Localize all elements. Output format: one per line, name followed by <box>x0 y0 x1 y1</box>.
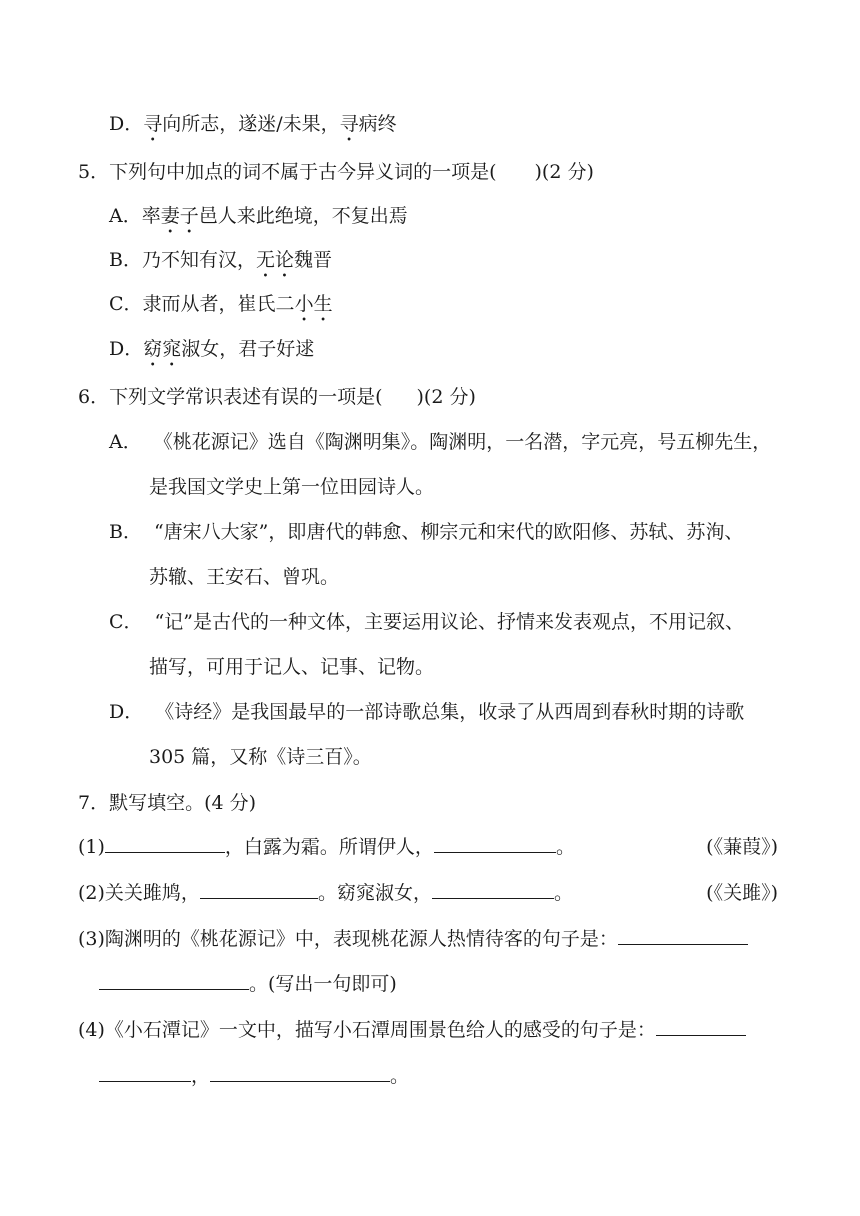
q5-option-b[interactable] <box>109 246 332 274</box>
q6-option-b[interactable] <box>109 518 743 546</box>
stem-text: 6．下列文学常识表述有误的一项是( <box>78 386 383 408</box>
q4-option-d[interactable] <box>109 110 397 138</box>
option-text: 苏辙、王安石、曾巩。 <box>149 566 340 588</box>
item-number: (4) <box>78 1019 105 1041</box>
fill-blank[interactable] <box>432 879 554 899</box>
option-text: 病终 <box>358 113 397 135</box>
fill-text: ， <box>191 1065 211 1087</box>
q7-fill-2-source: (《关雎》) <box>706 882 778 904</box>
dotted-word: 寻 <box>143 113 163 135</box>
fill-blank[interactable] <box>210 1062 390 1082</box>
q7-fill-1 <box>78 833 575 861</box>
option-text: 乃不知有汉， <box>141 249 256 271</box>
fill-blank[interactable] <box>434 833 556 853</box>
q7-fill-2 <box>78 879 573 907</box>
option-text: 305 篇，又称《诗三百》。 <box>149 746 372 768</box>
dotted-word: 无论 <box>255 249 294 271</box>
q6-option-d[interactable] <box>109 698 744 726</box>
question-6-stem <box>78 383 476 411</box>
option-text: 向所志，遂迷/未果， <box>162 113 340 135</box>
option-text: 是我国文学史上第一位田园诗人。 <box>149 476 435 498</box>
q5-option-d[interactable] <box>109 335 314 363</box>
fill-text: 《小石潭记》一文中，描写小石潭周围景色给人的感受的句子是： <box>104 1019 656 1041</box>
dotted-word: 小生 <box>294 293 333 315</box>
q6-option-d-cont <box>149 743 372 771</box>
fill-blank[interactable] <box>99 970 249 990</box>
option-text: 淑女，君子好逑 <box>181 338 315 360</box>
option-text: 《诗经》是我国最早的一部诗歌总集，收录了从西周到春秋时期的诗歌 <box>155 701 745 723</box>
question-7-stem <box>78 789 256 817</box>
q7-fill-3 <box>78 925 748 953</box>
fill-blank[interactable] <box>105 833 225 853</box>
fill-blank[interactable] <box>99 1062 191 1082</box>
stem-text: 7．默写填空。(4 分) <box>78 792 257 814</box>
option-text: 隶而从者，崔氏二 <box>142 293 295 315</box>
q6-option-a-cont <box>149 473 434 501</box>
option-label: D． <box>109 338 144 360</box>
option-label: B． <box>109 249 142 271</box>
q6-option-a[interactable] <box>109 428 771 456</box>
fill-text: 。(写出一句即可) <box>249 973 397 995</box>
q5-option-a[interactable] <box>109 202 408 230</box>
fill-blank[interactable] <box>656 1016 746 1036</box>
item-number: (3) <box>78 928 105 950</box>
stem-score: )(2 分) <box>534 161 594 183</box>
fill-text: 关关雎鸠， <box>104 882 200 904</box>
option-label: D． <box>109 701 144 723</box>
option-text: “唐宋八大家”，即唐代的韩愈、柳宗元和宋代的欧阳修、苏轼、苏洵、 <box>153 521 744 543</box>
option-label: A． <box>109 431 142 453</box>
option-label: D． <box>109 113 144 135</box>
option-text: 魏晋 <box>294 249 333 271</box>
q7-fill-1-source: (《蒹葭》) <box>706 836 778 858</box>
item-number: (1) <box>78 836 105 858</box>
q6-option-c-cont <box>149 653 434 681</box>
q7-fill-4 <box>78 1016 746 1044</box>
q6-option-b-cont <box>149 563 339 591</box>
option-label: C． <box>109 293 143 315</box>
option-text: 《桃花源记》选自《陶渊明集》。陶渊明，一名潜，字元亮，号五柳先生， <box>153 431 772 453</box>
q7-fill-3-cont <box>99 970 397 998</box>
option-label: C． <box>109 611 143 633</box>
option-text: “记”是古代的一种文体，主要运用议论、抒情来发表观点，不用记叙、 <box>154 611 744 633</box>
fill-blank[interactable] <box>200 879 318 899</box>
fill-text: 。 <box>555 836 575 858</box>
option-text: 邑人来此绝境，不复出焉 <box>198 205 408 227</box>
q7-fill-4-cont <box>99 1062 409 1090</box>
option-text: 描写，可用于记人、记事、记物。 <box>149 656 435 678</box>
fill-text: 。 <box>553 882 573 904</box>
q5-option-c[interactable] <box>109 290 333 318</box>
fill-blank[interactable] <box>618 925 748 945</box>
dotted-word: 窈窕 <box>143 338 182 360</box>
q6-option-c[interactable] <box>109 608 744 636</box>
option-text: 率 <box>141 205 161 227</box>
fill-text: ，白露为霜。所谓伊人， <box>224 836 434 858</box>
option-label: A． <box>109 205 142 227</box>
stem-score: )(2 分) <box>416 386 476 408</box>
item-number: (2) <box>78 882 105 904</box>
fill-text: 。 <box>390 1065 410 1087</box>
stem-text: 5．下列句中加点的词不属于古今异义词的一项是( <box>78 161 497 183</box>
fill-text: 陶渊明的《桃花源记》中，表现桃花源人热情待客的句子是： <box>104 928 618 950</box>
dotted-word: 寻 <box>339 113 359 135</box>
fill-text: 。窈窕淑女， <box>317 882 432 904</box>
question-5-stem <box>78 158 594 186</box>
dotted-word: 妻子 <box>160 205 199 227</box>
option-label: B． <box>109 521 142 543</box>
